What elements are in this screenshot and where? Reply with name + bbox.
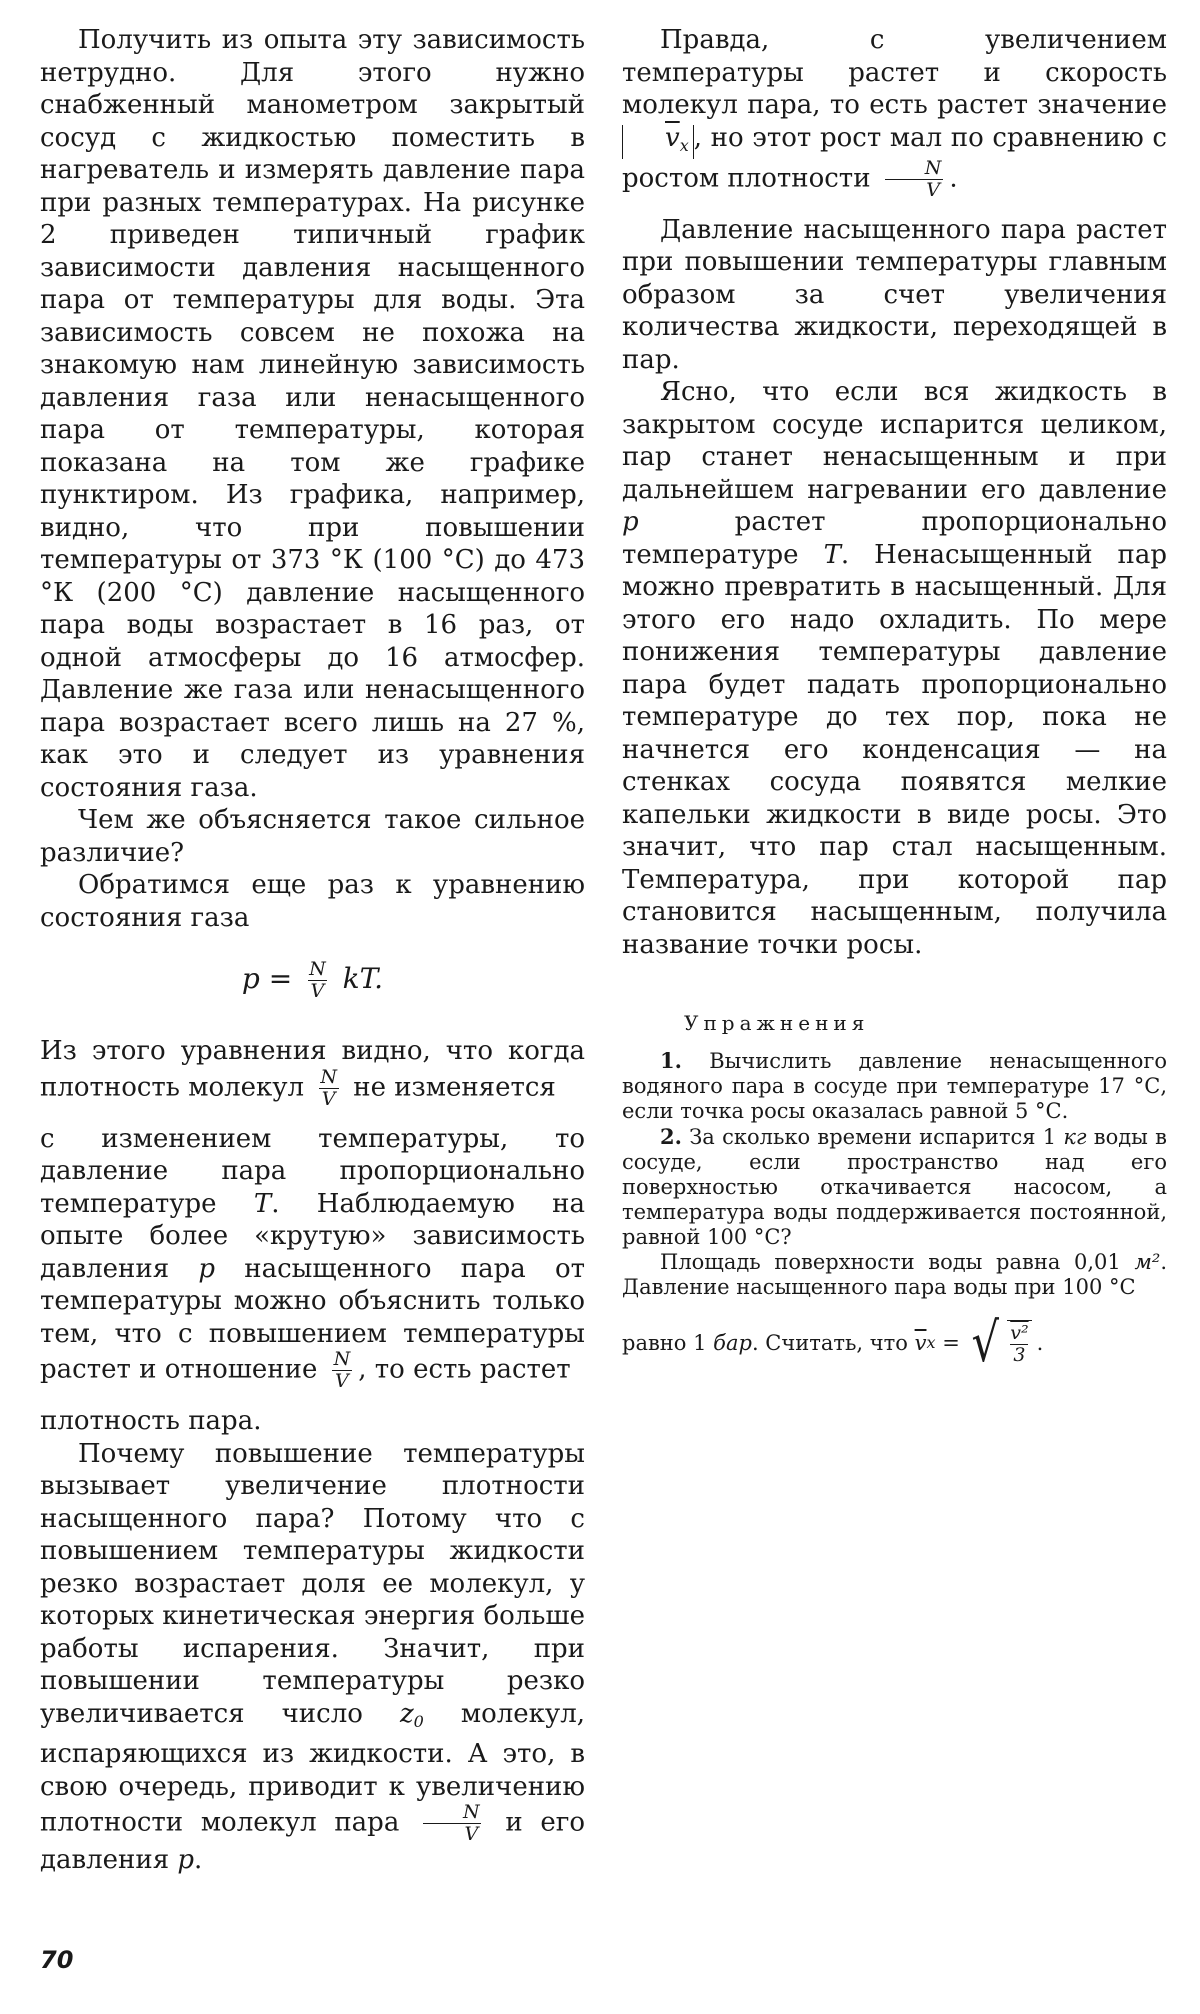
fraction-n-over-v: $\frac{N}{V}$ [422, 1803, 483, 1844]
fraction-n-over-v: $\frac{N}{V}$ [309, 958, 326, 1002]
left-paragraph-2: Чем же объясняется такое сильное различие? [40, 805, 585, 868]
right-paragraph-3: Ясно, что если вся жидкость в закрытом сосуде испарится целиком, пар станет ненасыщенным и при дальнейшем нагревании его давление p растет пропорционально температуре T. Ненасыщенный пар можно превратить в насыщенный. Для этого его надо охладить. По мере понижения температуры давление пара будет падать пропорционально температуре до тех пор, пока не начнется его конденсация — на стенках сосуда появятся мелкие капельки жидкости в виде росы. Это значит, что пар стал насыщенным. Температура, при которой пар становится насыщенным, получила название точки росы. [622, 377, 1167, 960]
exercise-1: 1. Вычислить давление ненасыщенного водяного пара в сосуде при температуре 17 °С, если точка росы оказалась равной 5 °С. [622, 1047, 1167, 1123]
equation-lhs: p = [241, 962, 293, 995]
right-column [622, 24, 1167, 1374]
fraction-n-over-v: $\frac{N}{V}$ [333, 1348, 351, 1392]
right-paragraph-2: Давление насыщенного пара растет при повышении температуры главным образом за счет увеличения количества жидкости, переходящей в пар. [622, 214, 1167, 375]
left-paragraph-3: Обратимся еще раз к уравнению состояния газа [40, 870, 585, 933]
fraction-n-over-v: $\frac{N}{V}$ [884, 159, 945, 200]
exercises-title: Упражнения [684, 1011, 870, 1035]
exercise-2-continued: Площадь поверхности воды равна 0,01 м². Давление насыщенного пара воды при 100 °С [622, 1249, 1167, 1299]
fraction-n-over-v: $\frac{N}{V}$ [320, 1065, 337, 1110]
equation-rhs: kT. [342, 962, 384, 995]
left-paragraph-6: плотность пара. [40, 1406, 262, 1436]
square-root: √ $\frac{\text{v²}}{3}$ [968, 1316, 1037, 1370]
exercise-2-formula: равно 1 бар . Считать, что $\overline{v}$ x = √ $\frac{\text{v²}}{3}$ . [622, 1310, 1044, 1374]
state-equation [40, 960, 585, 1001]
velocity-abs: $\overline{v}_x$ [622, 125, 694, 159]
left-column [40, 24, 585, 1877]
left-paragraph-7: Почему повышение температуры вызывает увеличение плотности насыщенного пара? Потому что с повышением температуры жидкости резко возрастает доля ее молекул, у которых кинетическая энергия больше работы испарения. Значит, при повышении температуры резко увеличивается число $z_0$ молекул, испаряющихся из жидкости. А это, в свою очередь, приводит к увеличению плотности молекул пара $\frac{N}{V}$ и его давления p. [40, 1438, 585, 1875]
left-paragraph-1: Получить из опыта эту зависимость нетрудно. Для этого нужно снабженный манометром закрытый сосуд с жидкостью поместить в нагреватель и измерять давление пара при разных температурах. На рисунке 2 приведен типичный график зависимости давления насыщенного пара от температуры для воды. Эта зависимость совсем не похожа на знакомую нам линейную зависимость давления газа или ненасыщенного пара от температуры, которая показана на том же графике пунктиром. Из графика, например, видно, что при повышении температуры от 373 °К (100 °С) до 473 °К (200 °С) давление насыщенного пара воды возрастает в 16 раз, от одной атмосферы до 16 атмосфер. Давление же газа или ненасыщенного пара возрастает всего лишь на 27 %, как это и следует из уравнения состояния газа. [40, 25, 585, 803]
exercise-2: 2. За сколько времени испарится 1 кг воды в сосуде, если пространство над его поверхностью откачивается насосом, а температура воды поддерживается постоянной, равной 100 °С? [622, 1123, 1167, 1249]
left-paragraph-4: Из этого уравнения видно, что когда плотность молекул $\frac{N}{V}$ не изменяется [40, 1036, 585, 1110]
right-paragraph-1: Правда, с увеличением температуры растет и скорость молекул пара, то есть растет значение $\overline{v}_x$ , но этот рост мал по сравнению с ростом плотности $\frac{N}{V}$ . [622, 25, 1167, 201]
page-number: 70 [40, 1946, 74, 1974]
radical-sign-icon: √ [971, 1310, 999, 1374]
left-paragraph-5: с изменением температуры, то давление пара пропорционально температуре T. Наблюдаемую на опыте более «крутую» зависимость давления p насыщенного пара от температуры можно объяснить только тем, что с повышением температуры растет и отношение $\frac{N}{V}$ , то есть растет [40, 1123, 586, 1392]
